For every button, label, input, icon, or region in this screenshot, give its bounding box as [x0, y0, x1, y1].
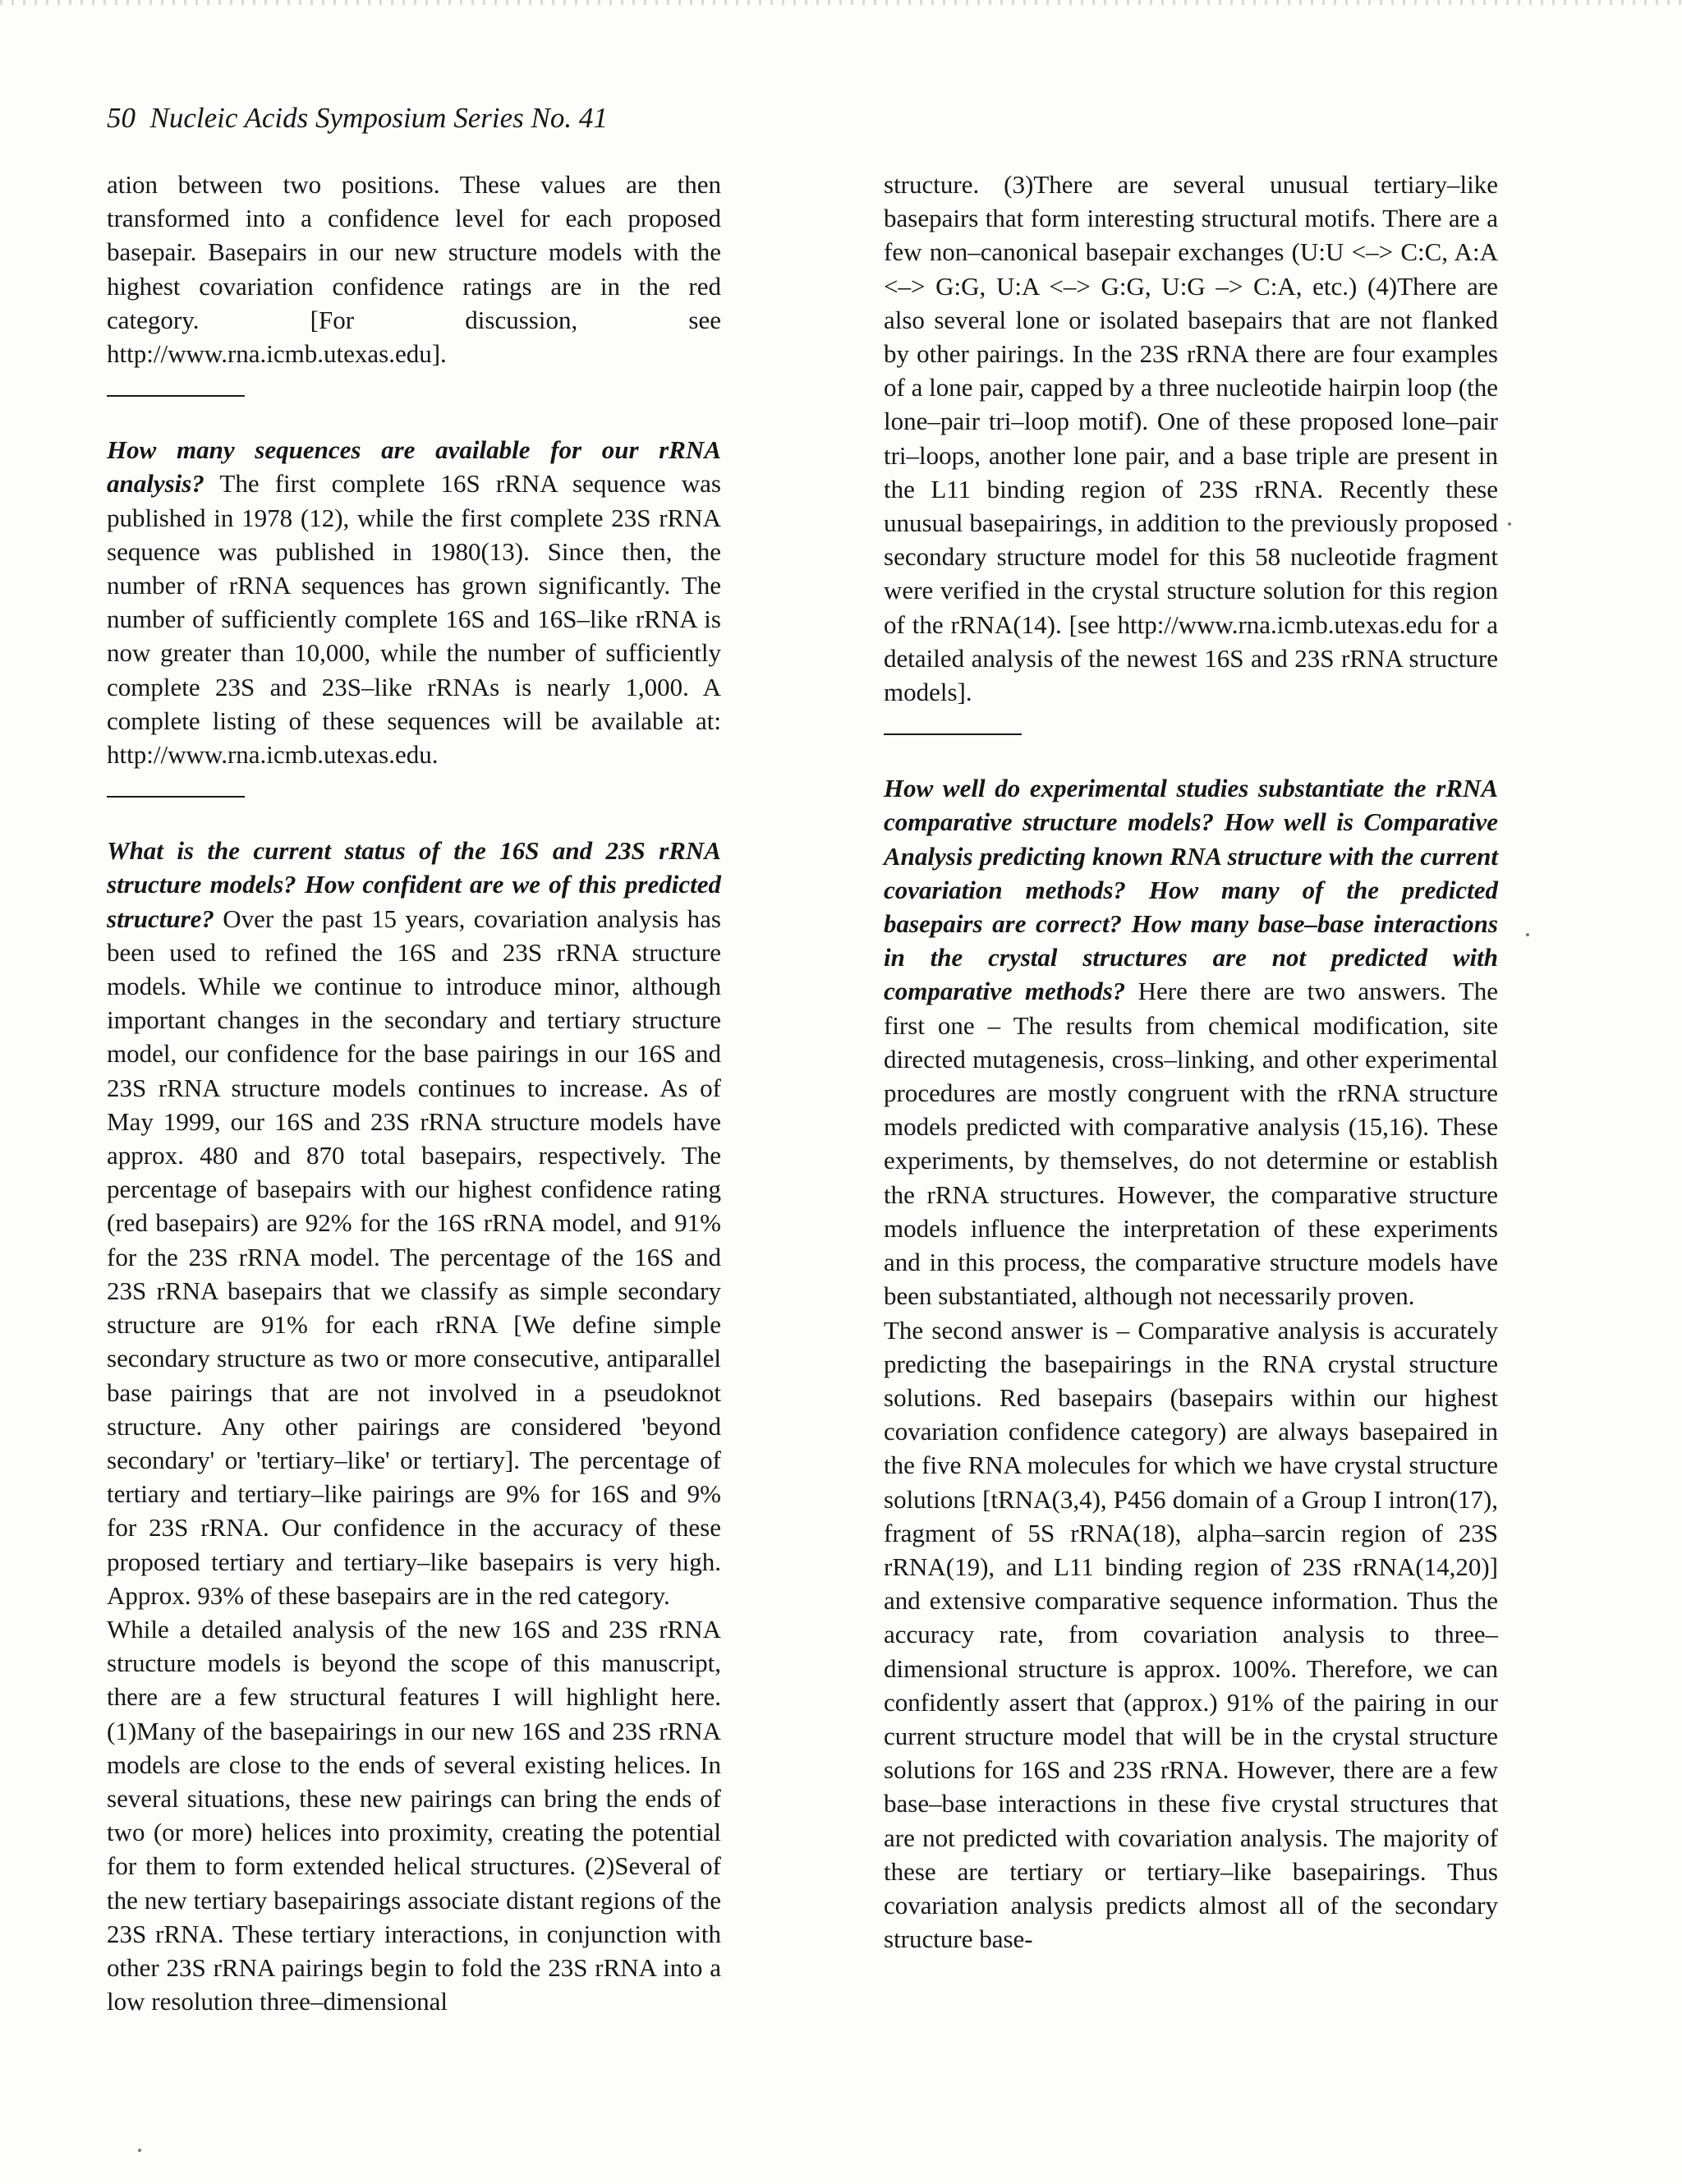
- paragraph-text: The first complete 16S rRNA sequence was published in 1978 (12), while the first complete 23S rRNA sequence was published in 1980(13). Since then, the number of rRNA sequences has grown significantly. The number of sufficiently complete 16S and 16S–like rRNA is now greater than 10,000, while the number of sufficiently complete 23S and 23S–like rRNAs is nearly 1,000. A complete listing of these sequences will be available at: http://www.rna.icmb.utexas.edu.: [107, 469, 721, 770]
- paragraph: [884, 1313, 1498, 1956]
- paragraph-text: While a detailed analysis of the new 16S and 23S rRNA structure models is beyond the scope of this manuscript, there are a few structural features I will highlight here. (1)Many of the basepairings in our new 16S and 23S rRNA models are close to the ends of several existing helices. In several situations, these new pairings can bring the ends of two (or more) helices into proximity, creating the potential for them to form extended helical structures. (2)Several of the new tertiary basepairings associate distant regions of the 23S rRNA. These tertiary interactions, in conjunction with other 23S rRNA pairings begin to fold the 23S rRNA into a low resolution three–dimensional: [107, 1614, 721, 2016]
- scan-edge-artifact: [0, 0, 1682, 5]
- paragraph-text: ation between two positions. These values are then transformed into a confidence level for each proposed basepair. Basepairs in our new structure models with the highest covariation confidence ratings are in the red category. [For discussion, see http://www.rna.icmb.utexas.edu].: [107, 170, 721, 369]
- question-heading: How well do experimental studies substantiate the rRNA comparative structure models? How well is Comparative Analysis predicting known RNA structure with the current covariation methods? How many of the predicted basepairs are correct? How many base–base interactions in the crystal structures are not predicted with comparative methods?: [884, 774, 1498, 1006]
- scan-speck: [1526, 933, 1529, 936]
- paragraph-text: The second answer is – Comparative analysis is accurately predicting the basepairings in the RNA crystal structure solutions. Red basepairs (basepairs within our highest covariation confidence category) are always basepaired in the five RNA molecules for which we have crystal structure solutions [tRNA(3,4), P456 domain of a Group I intron(17), fragment of 5S rRNA(18), alpha–sarcin region of 23S rRNA(19), and L11 binding region of 23S rRNA(14,20)] and extensive comparative sequence information. Thus the accuracy rate, from covariation analysis to three–dimensional structure is approx. 100%. Therefore, we can confidently assert that (approx.) 91% of the pairing in our current structure model that will be in the crystal structure solutions for 16S and 23S rRNA. However, there are a few base–base interactions in these five crystal structures that are not predicted with covariation analysis. The majority of these are tertiary or tertiary–like basepairings. Thus covariation analysis predicts almost all of the secondary structure base-: [884, 1315, 1498, 1954]
- scan-speck: [138, 2149, 141, 2152]
- paragraph-text: Here there are two answers. The first one – The results from chemical modification, site directed mutagenesis, cross–linking, and other experimental procedures are mostly congruent with the rRNA structure models predicted with comparative analysis (15,16). These experiments, by themselves, do not determine or establish the rRNA structures. However, the comparative structure models influence the interpretation of these experiments and in this process, the comparative structure models have been substantiated, although not necessarily proven.: [884, 977, 1498, 1311]
- paragraph: [884, 771, 1498, 1313]
- paragraph: [107, 1612, 721, 2018]
- right-column: [884, 168, 1498, 1956]
- section-divider: [884, 733, 1022, 735]
- page-number: 50: [107, 102, 136, 134]
- series-title: Nucleic Acids Symposium Series No. 41: [149, 102, 608, 134]
- question-heading: How many sequences are available for our rRNA analysis?: [107, 435, 721, 499]
- scan-speck: [1508, 522, 1511, 526]
- paragraph-text: Over the past 15 years, covariation analysis has been used to refined the 16S and 23S rRNA structure models. While we continue to introduce minor, although important changes in the secondary and tertiary structure model, our confidence for the base pairings in our 16S and 23S rRNA structure models continues to increase. As of May 1999, our 16S and 23S rRNA structure models have approx. 480 and 870 total basepairs, respectively. The percentage of basepairs with our highest confidence rating (red basepairs) are 92% for the 16S rRNA model, and 91% for the 23S rRNA model. The percentage of the 16S and 23S rRNA basepairs that we classify as simple secondary structure are 91% for each rRNA [We define simple secondary structure as two or more consecutive, antiparallel base pairings that are not involved in a pseudoknot structure. Any other pairings are considered 'beyond secondary' or 'tertiary–like' or tertiary]. The percentage of tertiary and tertiary–like pairings are 9% for 16S and 9% for 23S rRNA. Our confidence in the accuracy of these proposed tertiary and tertiary–like basepairs is very high. Approx. 93% of these basepairs are in the red category.: [107, 903, 721, 1610]
- section-divider: [107, 395, 245, 397]
- paragraph: [107, 433, 721, 771]
- paragraph: [107, 168, 721, 370]
- paragraph: [107, 834, 721, 1612]
- section-divider: [107, 796, 245, 798]
- paragraph-text: structure. (3)There are several unusual tertiary–like basepairs that form interesting structural motifs. There are a few non–canonical basepair exchanges (U:U <–> C:C, A:A <–> G:G, U:A <–> G:G, U:G –> C:A, etc.) (4)There are also several lone or isolated basepairs that are not flanked by other pairings. In the 23S rRNA there are four examples of a lone pair, capped by a three nucleotide hairpin loop (the lone–pair tri–loop motif). One of these proposed lone–pair tri–loops, another lone pair, and a base triple are present in the L11 binding region of 23S rRNA. Recently these unusual basepairings, in addition to the previously proposed secondary structure model for this 58 nucleotide fragment were verified in the crystal structure solution for this region of the rRNA(14). [see http://www.rna.icmb.utexas.edu for a detailed analysis of the newest 16S and 23S rRNA structure models].: [884, 170, 1498, 707]
- question-heading: What is the current status of the 16S and 23S rRNA structure models? How confident are we of this predicted structure?: [107, 836, 721, 933]
- left-column: [107, 168, 721, 2018]
- running-header: [107, 102, 608, 135]
- paragraph: [884, 168, 1498, 709]
